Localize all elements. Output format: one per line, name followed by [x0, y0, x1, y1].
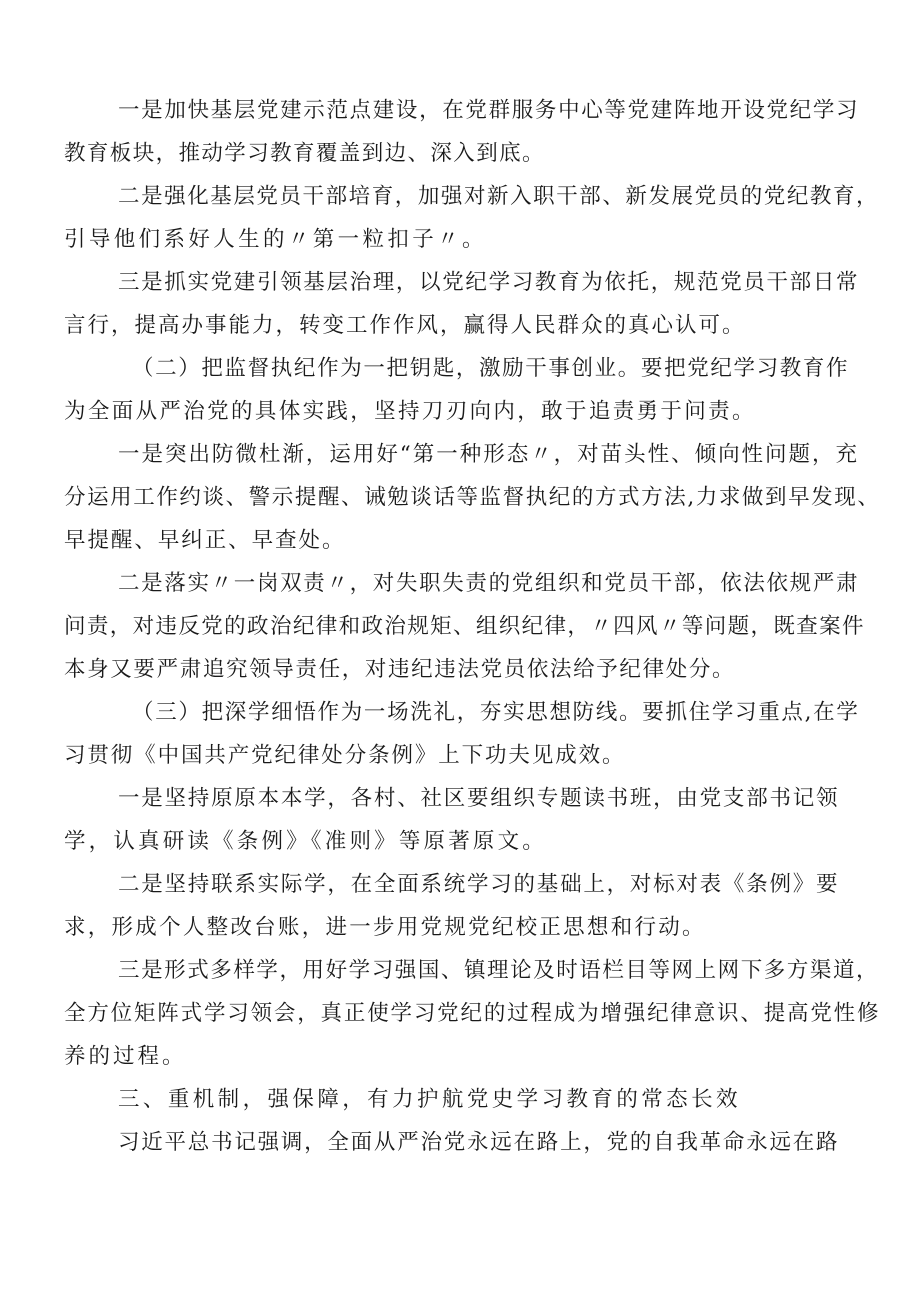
- text-line: 全方位矩阵式学习领会，真正使学习党纪的过程成为增强纪律意识、提高党性修: [64, 1001, 881, 1026]
- text-line: 分运用工作约谈、警示提醒、诫勉谈话等监督执纪的方式方法,力求做到早发现、: [64, 485, 881, 510]
- text-line: 学，认真研读《条例》《准则》等原著原文。: [64, 829, 547, 854]
- text-line: 求，形成个人整改台账，进一步用党规党纪校正思想和行动。: [64, 915, 706, 940]
- text-line: 二是落实〃一岗双责〃，对失职失责的党组织和党员干部，依法依规严肃: [118, 571, 860, 596]
- text-line: 一是加快基层党建示范点建设，在党群服务中心等党建阵地开设党纪学习: [118, 98, 860, 123]
- section-heading-three: 三、重机制，强保障，有力护航党史学习教育的常态长效: [118, 1087, 741, 1112]
- section-heading-2: （二）把监督执纪作为一把钥匙，激励干事创业。要把党纪学习教育作: [132, 356, 850, 381]
- text-line: 养的过程。: [64, 1044, 187, 1069]
- text-line: 二是坚持联系实际学，在全面系统学习的基础上，对标对表《条例》要: [118, 872, 840, 897]
- text-line: 三是抓实党建引领基层治理，以党纪学习教育为依托，规范党员干部日常: [118, 270, 860, 295]
- text-line: 问责，对违反党的政治纪律和政治规矩、组织纪律，〃四风〃等问题，既查案件: [64, 614, 865, 639]
- text-line: 本身又要严肃追究领导责任，对违纪违法党员依法给予纪律处分。: [64, 657, 736, 682]
- text-line: 言行，提高办事能力，转变工作作风，赢得人民群众的真心认可。: [64, 313, 746, 338]
- text-line: 教育板块，推动学习教育覆盖到边、深入到底。: [64, 141, 545, 166]
- text-line: 二是强化基层党员干部培育，加强对新入职干部、新发展党员的党纪教育，: [118, 184, 880, 209]
- text-line: 习贯彻《中国共产党纪律处分条例》上下功夫见成效。: [64, 743, 626, 768]
- text-line: 习近平总书记强调，全面从严治党永远在路上，党的自我革命永远在路: [118, 1130, 840, 1155]
- text-line: 三是形式多样学，用好学习强国、镇理论及时语栏目等网上网下多方渠道，: [118, 958, 880, 983]
- section-heading-3: （三）把深学细悟作为一场洗礼，夯实思想防线。要抓住学习重点,在学: [132, 700, 860, 725]
- text-line: 一是突出防微杜渐，运用好“第一种形态〃，对苗头性、倾向性问题，充: [118, 442, 859, 467]
- text-line: 为全面从严治党的具体实践，坚持刀刃向内，敢于追责勇于问责。: [64, 399, 756, 424]
- text-line: 一是坚持原原本本学，各村、社区要组织专题读书班，由党支部书记领: [118, 786, 840, 811]
- text-line: 引导他们系好人生的〃第一粒扣子〃。: [64, 227, 487, 252]
- text-line: 早提醒、早纠正、早查处。: [64, 528, 346, 553]
